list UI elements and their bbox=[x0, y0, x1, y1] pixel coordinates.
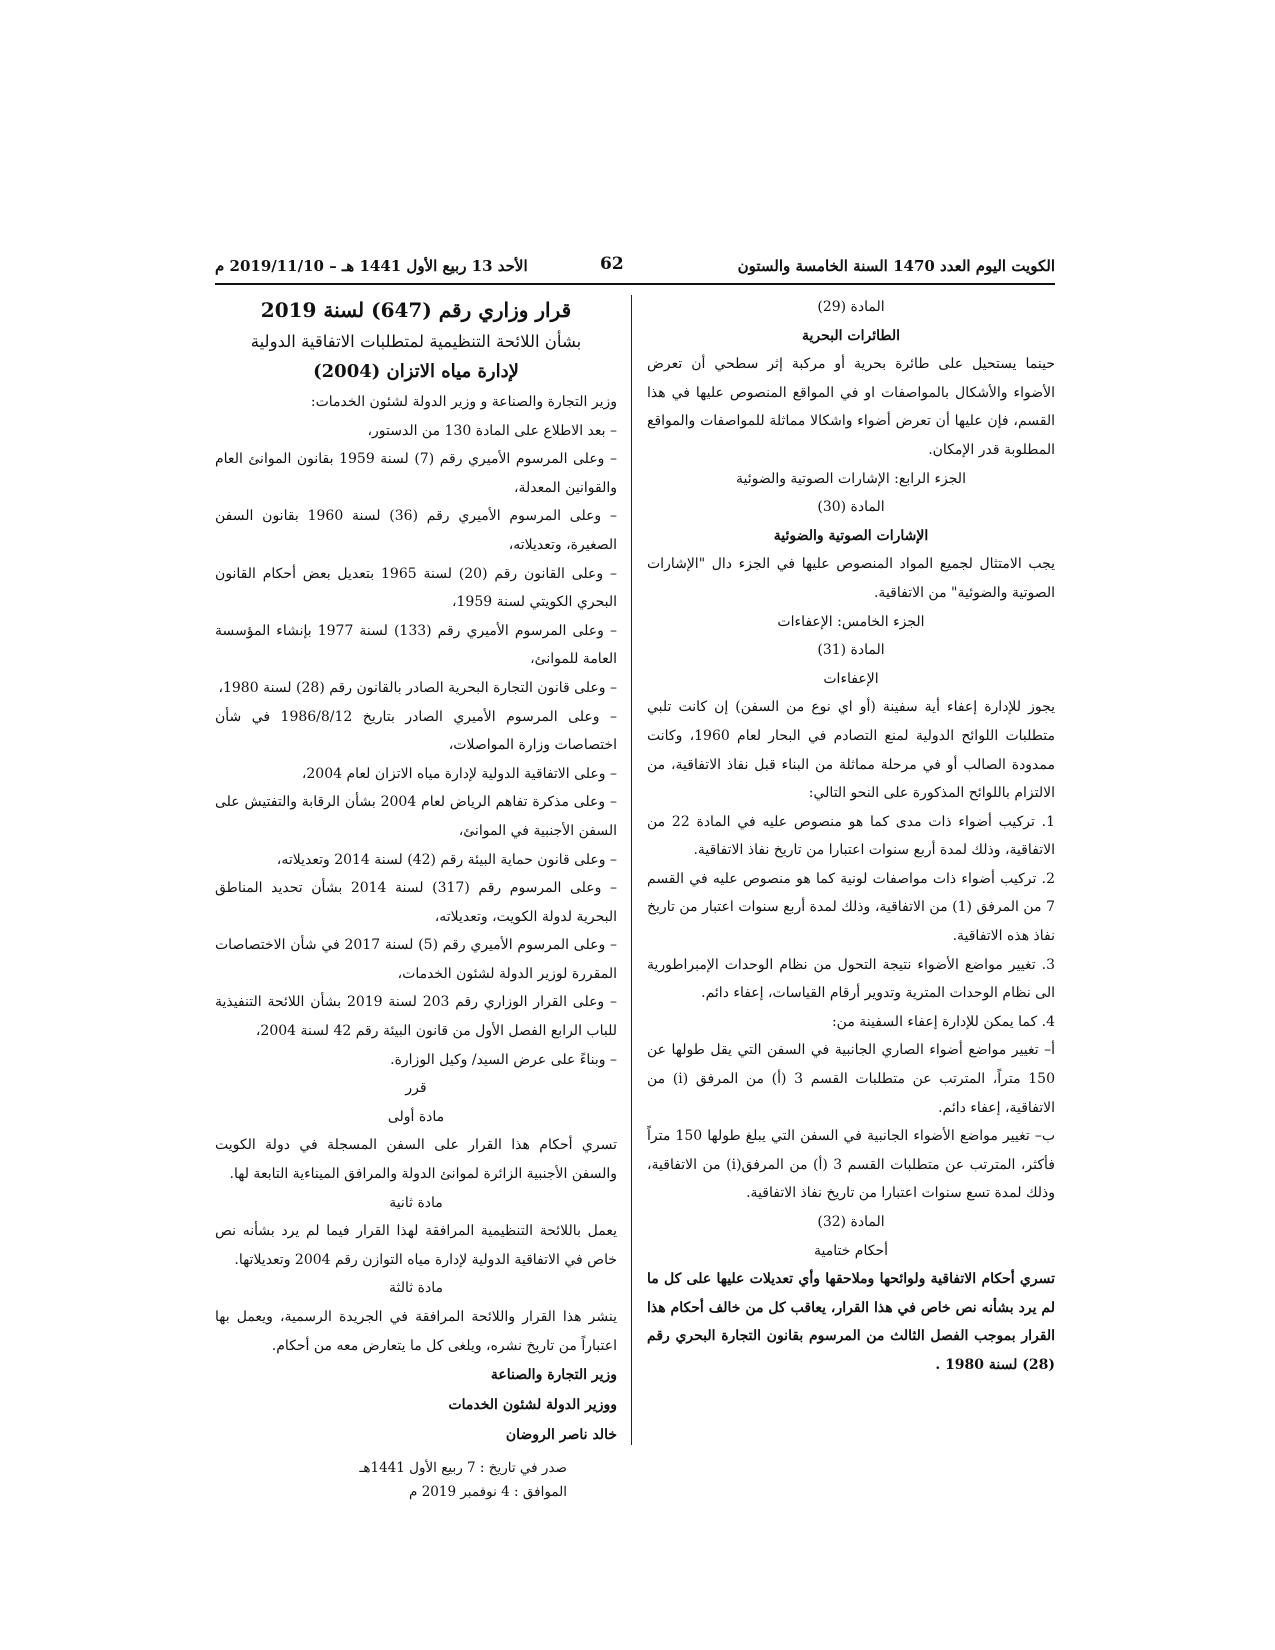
article-1-title: مادة أولى bbox=[387, 1108, 445, 1125]
recital-item: – وعلى المرسوم الأميري رقم (36) لسنة 1960 بقانون السفن الصغيرة، وتعديلاته، bbox=[215, 508, 617, 553]
article-30-heading: الإشارات الصوتية والضوئية bbox=[773, 527, 929, 544]
exemption-item-4b: ب– تغيير مواضع الأضواء الجانبية في السفن التي يبلغ طولها 150 متراً فأكثر، المترتب عن متطلبات القسم 3 (أ) من المرفق(i) من الاتفاقية، وذلك لمدة تسع سنوات اعتبارا من تاريخ نفاذ الاتفاقية. bbox=[647, 1128, 1056, 1202]
recital-item: – وعلى المرسوم رقم (317) لسنة 2014 بشأن تحديد المناطق البحرية لدولة الكويت، وتعديلاته، bbox=[215, 880, 617, 925]
article-30-text: يجب الامتثال لجميع المواد المنصوص عليها في الجزء دال "الإشارات الصوتية والضوئية" من الاتفاقية. bbox=[647, 556, 1055, 601]
recital-item: – وعلى قانون حماية البيئة رقم (42) لسنة 2014 وتعديلاته، bbox=[276, 851, 617, 868]
recital-item: – وعلى قانون التجارة البحرية الصادر بالقانون رقم (28) لسنة 1980، bbox=[218, 679, 617, 696]
recital-item: – وبناءً على عرض السيد/ وكيل الوزارة. bbox=[390, 1051, 617, 1068]
decree-subtitle-1: بشأن اللائحة التنظيمية لمتطلبات الاتفاقية الدولية bbox=[250, 332, 582, 351]
recital-item: – وعلى المرسوم الأميري الصادر بتاريخ 1986/8/12 في شأن اختصاصات وزارة المواصلات، bbox=[215, 708, 617, 754]
page-header bbox=[215, 253, 1055, 285]
exemption-item-1: 1. تركيب أضواء ذات مدى كما هو منصوص عليه في المادة 22 من الاتفاقية، وذلك لمدة أربع سنوات اعتبارا من تاريخ نفاذ الاتفاقية. bbox=[647, 813, 1055, 859]
header-publication: الكويت اليوم العدد 1470 السنة الخامسة والستون bbox=[737, 257, 1055, 275]
issue-date-hijri: صدر في تاريخ : 7 ربيع الأول 1441هـ bbox=[359, 1460, 567, 1477]
left-column bbox=[215, 293, 617, 1504]
signature-title-1: وزير التجارة والصناعة bbox=[490, 1367, 617, 1384]
decree-title: قرار وزاري رقم (647) لسنة 2019 bbox=[260, 298, 572, 322]
article-1-text: تسري أحكام هذا القرار على السفن المسجلة في دولة الكويت والسفن الأجنبية الزائرة لموانئ الدولة والمرافق الميناءية التابعة لها. bbox=[215, 1137, 617, 1183]
part-4-heading: الجزء الرابع: الإشارات الصوتية والضوئية bbox=[736, 470, 966, 487]
article-32-heading: أحكام ختامية bbox=[813, 1242, 889, 1259]
recital-item: – وعلى الاتفاقية الدولية لإدارة مياه الاتزان لعام 2004، bbox=[301, 765, 617, 782]
article-29-text: حينما يستحيل على طائرة بحرية أو مركبة إثر سطحي أن تعرض الأضواء والأشكال بالمواصفات او في المواقع المنصوص عليها في هذا القسم، فإن عليها أن تعرض أضواء واشكالا مماثلة للمواصفات والمواقع المطلوبة قدر الإمكان. bbox=[647, 356, 1055, 458]
article-31-intro: يجوز للإدارة إعفاء أية سفينة (أو اي نوع من السفن) إن كانت تلبي متطلبات اللوائح الدولية لمنع التصادم في البحار لعام 1960، وكانت ممدودة الصالب أو في مرحلة مماثلة من البناء قبل نفاذ الاتفاقية، من الالتزام باللوائح المذكورة على النحو التالي: bbox=[647, 699, 1055, 802]
article-30-title: المادة (30) bbox=[817, 499, 885, 516]
recital-item: – وعلى القانون رقم (20) لسنة 1965 بتعديل بعض أحكام القانون البحري الكويتي لسنة 1959، bbox=[215, 565, 617, 611]
article-3-title: مادة ثالثة bbox=[389, 1280, 443, 1297]
signature-name: خالد ناصر الروضان bbox=[505, 1427, 617, 1444]
article-29-heading: الطائرات البحرية bbox=[801, 327, 900, 344]
decree-intro: وزير التجارة والصناعة و وزير الدولة لشئون الخدمات: bbox=[310, 394, 617, 410]
decided-heading: قرر bbox=[405, 1080, 427, 1097]
article-29-title: المادة (29) bbox=[817, 299, 885, 315]
article-32-title: المادة (32) bbox=[817, 1214, 885, 1230]
signature-title-2: ووزير الدولة لشئون الخدمات bbox=[448, 1397, 617, 1414]
gazette-page bbox=[215, 253, 1056, 1501]
article-31-heading: الإعفاءات bbox=[823, 670, 879, 687]
article-3-text: ينشر هذا القرار واللائحة المرافقة في الجريدة الرسمية، ويعمل بها اعتباراً من تاريخ نشره، ويلغى كل ما يتعارض معه من أحكام. bbox=[215, 1309, 617, 1354]
recital-item: – وعلى المرسوم الأميري رقم (5) لسنة 2017 في شأن الاختصاصات المقررة لوزير الدولة لشئون الخدمات، bbox=[215, 937, 617, 982]
recital-item: – وعلى المرسوم الأميري رقم (133) لسنة 1977 بإنشاء المؤسسة العامة للموانئ، bbox=[215, 622, 617, 668]
header-date: الأحد 13 ربيع الأول 1441 هـ – 2019/11/10 م bbox=[215, 257, 528, 275]
recital-item: – بعد الاطلاع على المادة 130 من الدستور، bbox=[367, 422, 617, 439]
decree-subtitle-2: لإدارة مياه الاتزان (2004) bbox=[313, 361, 519, 382]
article-31-title: المادة (31) bbox=[817, 642, 885, 659]
issue-date-gregorian: الموافق : 4 نوفمبر 2019 م bbox=[409, 1484, 567, 1501]
part-5-heading: الجزء الخامس: الإعفاءات bbox=[777, 613, 925, 630]
exemption-item-4a: أ– تغيير مواضع أضواء الصاري الجانبية في السفن التي يقل طولها عن 150 متراً، المترتب عن متطلبات القسم 3 (أ) من المرفق (i) من الاتفاقية، إعفاء دائم. bbox=[647, 1042, 1055, 1116]
exemption-item-2: 2. تركيب أضواء ذات مواصفات لونية كما هو منصوص عليه في القسم 7 من المرفق (1) من الاتفاقية، وذلك لمدة أربع سنوات اعتبار من تاريخ نفاذ هذه الاتفاقية. bbox=[647, 870, 1056, 945]
article-2-title: مادة ثانية bbox=[389, 1194, 443, 1211]
article-2-text: يعمل باللائحة التنظيمية المرافقة لهذا القرار فيما لم يرد بشأنه نص خاص في الاتفاقية الدولية لإدارة مياه التوازن رقم 2004 وتعديلاتها. bbox=[215, 1223, 617, 1268]
exemption-item-4: 4. كما يمكن للإدارة إعفاء السفينة من: bbox=[831, 1013, 1055, 1030]
page-number: 62 bbox=[600, 254, 624, 274]
article-32-text: تسري أحكام الاتفاقية ولوائحها وملاحقها وأي تعديلات عليها على كل ما لم يرد بشأنه نص خاص في هذا القرار، يعاقب كل من خالف أحكام هذا القرار بموجب الفصل الثالث من المرسوم بقانون التجارة البحري رقم (28) لسنة 1980 . bbox=[647, 1271, 1055, 1373]
right-column bbox=[647, 293, 1055, 1380]
recital-item: – وعلى القرار الوزاري رقم 203 لسنة 2019 بشأن اللائحة التنفيذية للباب الرابع الفصل الأول من قانون البيئة رقم 42 لسنة 2004، bbox=[215, 994, 617, 1040]
exemption-item-3: 3. تغيير مواضع الأضواء نتيجة التحول من نظام الوحدات الإمبراطورية الى نظام الوحدات المترية وتدوير أرقام القياسات، إعفاء دائم. bbox=[647, 956, 1055, 1002]
recital-item: – وعلى مذكرة تفاهم الرياض لعام 2004 بشأن الرقابة والتفتيش على السفن الأجنبية في الموانئ، bbox=[215, 794, 617, 839]
column-divider bbox=[631, 295, 632, 1445]
recital-item: – وعلى المرسوم الأميري رقم (7) لسنة 1959 بقانون الموانئ العام والقوانين المعدلة، bbox=[215, 451, 617, 496]
